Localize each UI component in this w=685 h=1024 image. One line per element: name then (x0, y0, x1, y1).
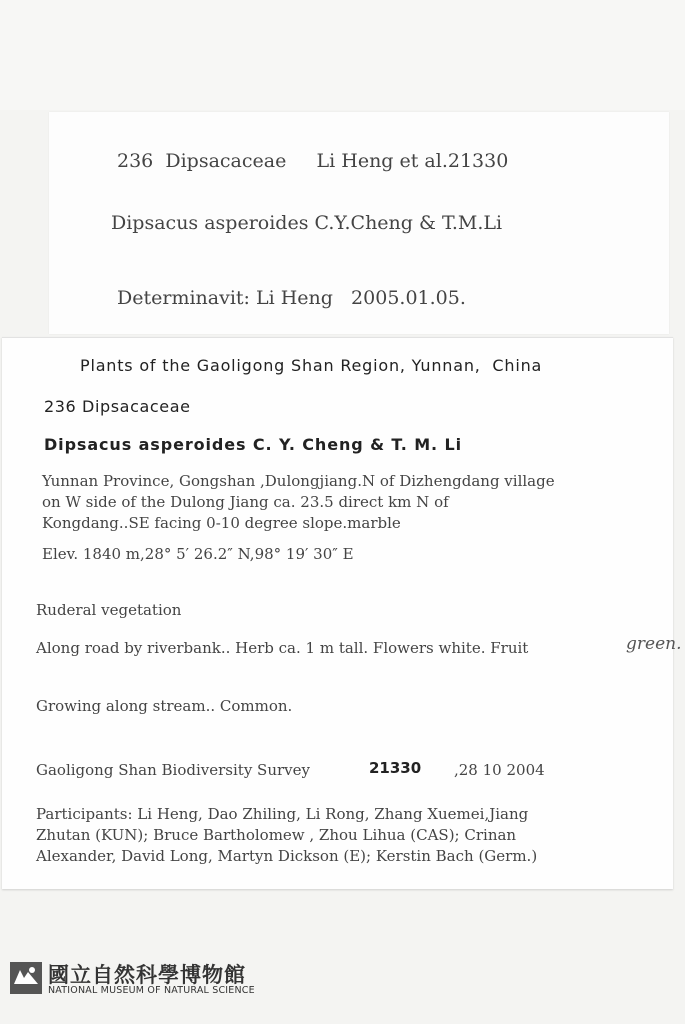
species-name: Dipsacus asperoides C. Y. Cheng & T. M. Li (44, 435, 462, 454)
locality-text: Yunnan Province, Gongshan ,Dulongjiang.N of Dizhengdang village on W side of the Dulong Jiang ca. 23.5 direct km N of Kongdang..SE facing 0-10 degree slope.marble (42, 472, 555, 532)
collection-date: ,28 10 2004 (454, 761, 545, 779)
museum-name-english: NATIONAL MUSEUM OF NATURAL SCIENCE (48, 985, 255, 996)
herbarium-sheet (0, 0, 685, 110)
det-determiner: Determinavit: Li Heng 2005.01.05. (117, 287, 466, 309)
habitat-text: Ruderal vegetation (36, 601, 182, 619)
family-name: 236 Dipsacaceae (44, 397, 191, 416)
det-species-name: Dipsacus asperoides C.Y.Cheng & T.M.Li (111, 212, 503, 234)
determination-label (49, 112, 669, 334)
abundance-text: Growing along stream.. Common. (36, 697, 293, 715)
label-header: Plants of the Gaoligong Shan Region, Yunnan, China (80, 356, 543, 375)
plant-description: Along road by riverbank.. Herb ca. 1 m tall. Flowers white. Fruit (36, 639, 529, 657)
det-family-collector: 236 Dipsacaceae Li Heng et al.21330 (117, 150, 509, 172)
museum-name-chinese: 國立自然科學博物館 (48, 963, 246, 987)
collection-label (2, 337, 682, 889)
participants-text: Participants: Li Heng, Dao Zhiling, Li Rong, Zhang Xuemei,Jiang Zhutan (KUN); Bruce Bartholomew , Zhou Lihua (CAS); Crinan Alexander, David Long, Martyn Dickson (E); Kerstin Bach (Germ.) (36, 805, 538, 865)
handwritten-note: green. (626, 634, 682, 654)
survey-name: Gaoligong Shan Biodiversity Survey (36, 761, 310, 779)
museum-logo-icon (10, 962, 42, 994)
elevation-coordinates: Elev. 1840 m,28° 5′ 26.2″ N,98° 19′ 30″ E (42, 545, 354, 563)
collection-number: 21330 (369, 759, 422, 777)
